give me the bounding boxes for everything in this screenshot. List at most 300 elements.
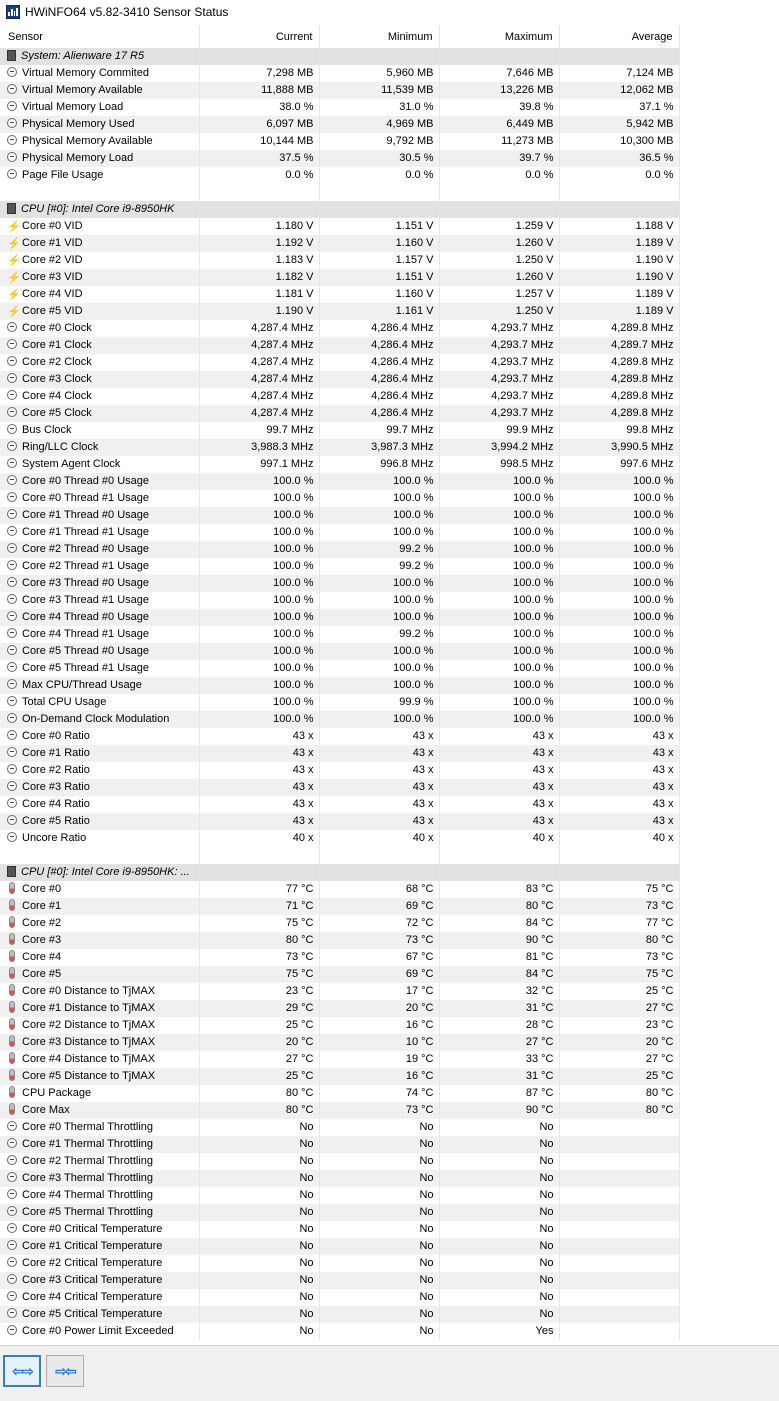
sensor-row[interactable]: [0, 371, 679, 388]
sensor-name-cell: [0, 473, 199, 490]
sensor-name: Core #4 Thermal Throttling: [22, 1189, 154, 1201]
sensor-name-cell: [0, 1289, 199, 1306]
minimum-value: No: [319, 1323, 439, 1340]
minimum-value: 100.0 %: [319, 711, 439, 728]
gauge-icon: [7, 662, 17, 672]
maximum-value: 99.9 MHz: [439, 422, 559, 439]
minimum-value: 3,987.3 MHz: [319, 439, 439, 456]
sensor-row[interactable]: [0, 1136, 679, 1153]
sensor-name: Core #4 Thread #0 Usage: [22, 611, 149, 623]
sensor-name-cell: [0, 1119, 199, 1136]
sensor-name-cell: [0, 881, 199, 898]
minimum-value: 74 °C: [319, 1085, 439, 1102]
gauge-icon: [7, 475, 17, 485]
sensor-row[interactable]: [0, 422, 679, 439]
gauge-icon: [7, 1189, 17, 1199]
sensor-name: Core #2 Thread #1 Usage: [22, 560, 149, 572]
sensor-name-cell: [0, 439, 199, 456]
sensor-row[interactable]: [0, 558, 679, 575]
maximum-value: 100.0 %: [439, 592, 559, 609]
current-value: 3,988.3 MHz: [199, 439, 319, 456]
gauge-icon: [7, 781, 17, 791]
sensor-name: Core #0 Thread #1 Usage: [22, 492, 149, 504]
current-value: No: [199, 1289, 319, 1306]
sensor-name-cell: [0, 1000, 199, 1017]
sensor-row[interactable]: [0, 490, 679, 507]
sensor-name-cell: [0, 524, 199, 541]
sensor-name-cell: [0, 65, 199, 82]
minimum-value: 1.151 V: [319, 218, 439, 235]
current-value: 43 x: [199, 728, 319, 745]
sensor-row[interactable]: [0, 1102, 679, 1119]
current-value: 4,287.4 MHz: [199, 371, 319, 388]
current-value: 4,287.4 MHz: [199, 320, 319, 337]
current-value: 80 °C: [199, 1102, 319, 1119]
thermometer-icon: [9, 1069, 15, 1081]
sensor-name-cell: [0, 337, 199, 354]
minimum-value: 100.0 %: [319, 575, 439, 592]
sensor-name: Uncore Ratio: [22, 832, 87, 844]
gauge-icon: [7, 135, 17, 145]
average-value: 80 °C: [559, 1085, 679, 1102]
sensor-row[interactable]: [0, 269, 679, 286]
sensor-row[interactable]: [0, 983, 679, 1000]
sensor-row[interactable]: [0, 1085, 679, 1102]
gauge-icon: [7, 1325, 17, 1335]
average-value: [559, 1136, 679, 1153]
current-value: 80 °C: [199, 932, 319, 949]
sensor-row[interactable]: [0, 1204, 679, 1221]
sensor-row[interactable]: [0, 796, 679, 813]
average-value: 100.0 %: [559, 677, 679, 694]
current-value: 1.180 V: [199, 218, 319, 235]
sensor-row[interactable]: [0, 694, 679, 711]
maximum-value: 100.0 %: [439, 694, 559, 711]
average-value: 4,289.8 MHz: [559, 354, 679, 371]
sensor-name-cell: [0, 507, 199, 524]
current-value: 100.0 %: [199, 643, 319, 660]
voltage-icon: ⚡: [7, 221, 21, 233]
current-value: 100.0 %: [199, 626, 319, 643]
maximum-value: 3,994.2 MHz: [439, 439, 559, 456]
maximum-value: Yes: [439, 1323, 559, 1340]
sensor-row[interactable]: [0, 354, 679, 371]
average-value: 73 °C: [559, 898, 679, 915]
minimum-value: 1.161 V: [319, 303, 439, 320]
sensor-name: Core #5 Critical Temperature: [22, 1308, 163, 1320]
spacer-cell: [0, 847, 199, 864]
sensor-name: Core #4 VID: [22, 288, 83, 300]
maximum-value: 4,293.7 MHz: [439, 320, 559, 337]
sensor-row[interactable]: [0, 1153, 679, 1170]
sensor-row[interactable]: [0, 1051, 679, 1068]
sensor-group-cell: [0, 201, 199, 218]
spacer-cell: [319, 847, 439, 864]
expand-arrows-icon: ⇦⇨: [12, 1362, 32, 1379]
sensor-name-cell: [0, 541, 199, 558]
sensor-row[interactable]: [0, 1272, 679, 1289]
sensor-name-cell: [0, 218, 199, 235]
thermometer-icon: [9, 899, 15, 911]
sensor-name-cell: [0, 1034, 199, 1051]
current-value: No: [199, 1323, 319, 1340]
sensor-row[interactable]: [0, 405, 679, 422]
sensor-row[interactable]: [0, 949, 679, 966]
average-value: 36.5 %: [559, 150, 679, 167]
gauge-icon: [7, 458, 17, 468]
sensor-name-cell: [0, 371, 199, 388]
current-value: 25 °C: [199, 1068, 319, 1085]
minimum-value: 4,286.4 MHz: [319, 388, 439, 405]
average-value: 100.0 %: [559, 660, 679, 677]
thermometer-icon: [9, 950, 15, 962]
maximum-value: 43 x: [439, 762, 559, 779]
sensor-group-empty-cell: [319, 201, 439, 218]
sensor-row[interactable]: [0, 133, 679, 150]
sensor-row[interactable]: [0, 1323, 679, 1340]
sensor-group-empty-cell: [439, 48, 559, 65]
sensor-row[interactable]: [0, 388, 679, 405]
sensor-row[interactable]: [0, 439, 679, 456]
sensor-row[interactable]: [0, 609, 679, 626]
sensor-name-cell: [0, 405, 199, 422]
current-value: 11,888 MB: [199, 82, 319, 99]
current-value: 1.181 V: [199, 286, 319, 303]
sensor-row[interactable]: [0, 711, 679, 728]
gauge-icon: [7, 373, 17, 383]
minimum-value: No: [319, 1289, 439, 1306]
minimum-value: 99.2 %: [319, 558, 439, 575]
expand-button[interactable]: [3, 1355, 41, 1387]
maximum-value: No: [439, 1238, 559, 1255]
sensor-name: Core #0 Distance to TjMAX: [22, 985, 156, 997]
sensor-name-cell: [0, 592, 199, 609]
sensor-name: Core #5 Thread #1 Usage: [22, 662, 149, 674]
sensor-name: Core #0 Clock: [22, 322, 92, 334]
sensor-row[interactable]: [0, 473, 679, 490]
sensor-name-cell: [0, 1170, 199, 1187]
current-value: 100.0 %: [199, 677, 319, 694]
thermometer-icon: [9, 967, 15, 979]
thermometer-icon: [9, 984, 15, 996]
average-value: 0.0 %: [559, 167, 679, 184]
sensor-row[interactable]: [0, 1000, 679, 1017]
average-value: 4,289.8 MHz: [559, 388, 679, 405]
sensor-group-empty-cell: [559, 864, 679, 881]
bottom-toolbar: [0, 1345, 779, 1401]
sensor-row[interactable]: [0, 966, 679, 983]
average-value: 1.190 V: [559, 269, 679, 286]
current-value: 71 °C: [199, 898, 319, 915]
sensor-row[interactable]: [0, 320, 679, 337]
sensor-row[interactable]: [0, 99, 679, 116]
sensor-group-empty-cell: [559, 201, 679, 218]
sensor-row[interactable]: [0, 1068, 679, 1085]
sensor-row[interactable]: [0, 1306, 679, 1323]
average-value: [559, 1238, 679, 1255]
sensor-row[interactable]: [0, 456, 679, 473]
minimum-value: 100.0 %: [319, 507, 439, 524]
column-header-minimum[interactable]: Minimum: [319, 26, 439, 48]
gauge-icon: [7, 560, 17, 570]
minimum-value: No: [319, 1119, 439, 1136]
maximum-value: 100.0 %: [439, 660, 559, 677]
average-value: 40 x: [559, 830, 679, 847]
sensor-name-cell: [0, 643, 199, 660]
maximum-value: No: [439, 1153, 559, 1170]
window-title: HWiNFO64 v5.82-3410 Sensor Status: [25, 5, 229, 19]
sensor-group-row[interactable]: [0, 864, 679, 881]
sensor-row[interactable]: [0, 337, 679, 354]
sensor-row[interactable]: [0, 779, 679, 796]
sensor-group-label: CPU [#0]: Intel Core i9-8950HK: [21, 203, 175, 215]
minimum-value: 100.0 %: [319, 473, 439, 490]
sensor-row[interactable]: [0, 1034, 679, 1051]
sensor-name-cell: [0, 354, 199, 371]
sensor-row[interactable]: [0, 1238, 679, 1255]
gauge-icon: [7, 1138, 17, 1148]
maximum-value: 100.0 %: [439, 609, 559, 626]
minimum-value: 0.0 %: [319, 167, 439, 184]
gauge-icon: [7, 322, 17, 332]
sensor-row[interactable]: [0, 82, 679, 99]
minimum-value: 69 °C: [319, 898, 439, 915]
sensor-name: Core #4 Clock: [22, 390, 92, 402]
maximum-value: No: [439, 1187, 559, 1204]
sensor-row[interactable]: [0, 116, 679, 133]
chip-icon: [7, 866, 16, 877]
sensor-row[interactable]: [0, 507, 679, 524]
minimum-value: 99.2 %: [319, 626, 439, 643]
sensor-name-cell: [0, 762, 199, 779]
average-value: 75 °C: [559, 966, 679, 983]
sensor-name: Core #3: [22, 934, 62, 946]
average-value: 23 °C: [559, 1017, 679, 1034]
sensor-grid[interactable]: [0, 26, 779, 1343]
sensor-name: Core #1 Thread #1 Usage: [22, 526, 149, 538]
sensor-row[interactable]: [0, 626, 679, 643]
sensor-row[interactable]: [0, 932, 679, 949]
minimum-value: 30.5 %: [319, 150, 439, 167]
minimum-value: 31.0 %: [319, 99, 439, 116]
average-value: 7,124 MB: [559, 65, 679, 82]
average-value: 100.0 %: [559, 626, 679, 643]
sensor-name: Physical Memory Available: [22, 135, 153, 147]
sensor-row[interactable]: [0, 65, 679, 82]
sensor-group-row[interactable]: [0, 201, 679, 218]
sensor-group-label: CPU [#0]: Intel Core i9-8950HK: ...: [21, 866, 190, 878]
sensor-row[interactable]: [0, 643, 679, 660]
gauge-icon: [7, 424, 17, 434]
current-value: 100.0 %: [199, 473, 319, 490]
sensor-row[interactable]: [0, 592, 679, 609]
average-value: 5,942 MB: [559, 116, 679, 133]
sensor-row[interactable]: [0, 830, 679, 847]
sensor-row[interactable]: [0, 660, 679, 677]
maximum-value: 4,293.7 MHz: [439, 354, 559, 371]
gauge-icon: [7, 747, 17, 757]
minimum-value: 19 °C: [319, 1051, 439, 1068]
gauge-icon: [7, 1291, 17, 1301]
sensor-row[interactable]: [0, 745, 679, 762]
sensor-row[interactable]: [0, 1187, 679, 1204]
sensor-name-cell: [0, 1204, 199, 1221]
sensor-row[interactable]: [0, 218, 679, 235]
gauge-icon: [7, 1257, 17, 1267]
sensor-row[interactable]: [0, 881, 679, 898]
voltage-icon: ⚡: [7, 255, 21, 267]
minimum-value: 1.160 V: [319, 235, 439, 252]
sensor-name: Bus Clock: [22, 424, 72, 436]
sensor-row[interactable]: [0, 303, 679, 320]
sensor-name: Core #3 VID: [22, 271, 83, 283]
sensor-name-cell: [0, 796, 199, 813]
thermometer-icon: [9, 1103, 15, 1115]
maximum-value: 100.0 %: [439, 677, 559, 694]
gauge-icon: [7, 815, 17, 825]
gauge-icon: [7, 594, 17, 604]
sensor-name-cell: [0, 133, 199, 150]
maximum-value: 81 °C: [439, 949, 559, 966]
maximum-value: 100.0 %: [439, 524, 559, 541]
average-value: [559, 1255, 679, 1272]
gauge-icon: [7, 730, 17, 740]
sensor-row[interactable]: [0, 150, 679, 167]
maximum-value: 43 x: [439, 796, 559, 813]
sensor-name-cell: [0, 1102, 199, 1119]
average-value: 43 x: [559, 745, 679, 762]
sensor-name: Physical Memory Load: [22, 152, 134, 164]
current-value: 997.1 MHz: [199, 456, 319, 473]
column-header-maximum[interactable]: Maximum: [439, 26, 559, 48]
sensor-name: Page File Usage: [22, 169, 104, 181]
column-header-current[interactable]: Current: [199, 26, 319, 48]
sensor-row[interactable]: [0, 575, 679, 592]
sensor-row[interactable]: [0, 167, 679, 184]
current-value: 7,298 MB: [199, 65, 319, 82]
gauge-icon: [7, 339, 17, 349]
sensor-name: Core #3 Ratio: [22, 781, 90, 793]
sensor-name-cell: [0, 303, 199, 320]
gauge-icon: [7, 764, 17, 774]
sensor-name-cell: [0, 575, 199, 592]
sensor-group-empty-cell: [199, 48, 319, 65]
current-value: 1.182 V: [199, 269, 319, 286]
current-value: 38.0 %: [199, 99, 319, 116]
sensor-row[interactable]: [0, 1289, 679, 1306]
minimum-value: 4,969 MB: [319, 116, 439, 133]
sensor-name: Core Max: [22, 1104, 70, 1116]
sensor-name: Virtual Memory Load: [22, 101, 124, 113]
sensor-name: CPU Package: [22, 1087, 92, 1099]
sensor-row[interactable]: [0, 235, 679, 252]
average-value: 100.0 %: [559, 575, 679, 592]
sensor-group-empty-cell: [199, 201, 319, 218]
average-value: 75 °C: [559, 881, 679, 898]
sensor-row[interactable]: [0, 1221, 679, 1238]
sensor-name-cell: [0, 915, 199, 932]
collapse-button[interactable]: [46, 1355, 84, 1387]
maximum-value: 43 x: [439, 745, 559, 762]
sensor-name-cell: [0, 116, 199, 133]
minimum-value: 73 °C: [319, 932, 439, 949]
average-value: 100.0 %: [559, 592, 679, 609]
sensor-row[interactable]: [0, 524, 679, 541]
maximum-value: 7,646 MB: [439, 65, 559, 82]
current-value: 100.0 %: [199, 558, 319, 575]
current-value: 4,287.4 MHz: [199, 354, 319, 371]
average-value: 4,289.8 MHz: [559, 405, 679, 422]
gauge-icon: [7, 526, 17, 536]
sensor-name-cell: [0, 320, 199, 337]
chip-icon: [7, 203, 16, 214]
sensor-row[interactable]: [0, 1170, 679, 1187]
column-header-average[interactable]: Average: [559, 26, 679, 48]
sensor-row[interactable]: [0, 915, 679, 932]
sensor-name-cell: [0, 1255, 199, 1272]
minimum-value: 99.7 MHz: [319, 422, 439, 439]
average-value: 100.0 %: [559, 558, 679, 575]
spacer-cell: [439, 847, 559, 864]
sensor-row[interactable]: [0, 1017, 679, 1034]
current-value: 100.0 %: [199, 711, 319, 728]
current-value: 99.7 MHz: [199, 422, 319, 439]
minimum-value: No: [319, 1170, 439, 1187]
current-value: 40 x: [199, 830, 319, 847]
sensor-name-cell: [0, 1017, 199, 1034]
sensor-name: Ring/LLC Clock: [22, 441, 99, 453]
sensor-row[interactable]: [0, 898, 679, 915]
sensor-row[interactable]: [0, 1119, 679, 1136]
sensor-row[interactable]: [0, 252, 679, 269]
sensor-name-cell: [0, 422, 199, 439]
sensor-name-cell: [0, 1221, 199, 1238]
minimum-value: 72 °C: [319, 915, 439, 932]
sensor-name: Virtual Memory Commited: [22, 67, 149, 79]
maximum-value: 28 °C: [439, 1017, 559, 1034]
maximum-value: 31 °C: [439, 1000, 559, 1017]
sensor-row[interactable]: [0, 1255, 679, 1272]
sensor-row[interactable]: [0, 762, 679, 779]
sensor-group-empty-cell: [319, 48, 439, 65]
minimum-value: No: [319, 1136, 439, 1153]
sensor-name-cell: [0, 1306, 199, 1323]
maximum-value: 0.0 %: [439, 167, 559, 184]
maximum-value: 1.260 V: [439, 235, 559, 252]
sensor-row[interactable]: [0, 541, 679, 558]
sensor-name-cell: [0, 99, 199, 116]
sensor-name: Core #0 Critical Temperature: [22, 1223, 163, 1235]
average-value: 1.189 V: [559, 235, 679, 252]
column-header-sensor[interactable]: Sensor: [0, 26, 199, 48]
spacer-cell: [319, 184, 439, 201]
sensor-name-cell: [0, 252, 199, 269]
current-value: No: [199, 1204, 319, 1221]
gauge-icon: [7, 441, 17, 451]
sensor-row[interactable]: [0, 728, 679, 745]
sensor-name: Core #2: [22, 917, 62, 929]
current-value: 80 °C: [199, 1085, 319, 1102]
maximum-value: 31 °C: [439, 1068, 559, 1085]
current-value: 37.5 %: [199, 150, 319, 167]
sensor-name-cell: [0, 898, 199, 915]
sensor-row[interactable]: [0, 286, 679, 303]
average-value: [559, 1187, 679, 1204]
sensor-row[interactable]: [0, 677, 679, 694]
sensor-row[interactable]: [0, 813, 679, 830]
maximum-value: No: [439, 1255, 559, 1272]
sensor-group-row[interactable]: [0, 48, 679, 65]
